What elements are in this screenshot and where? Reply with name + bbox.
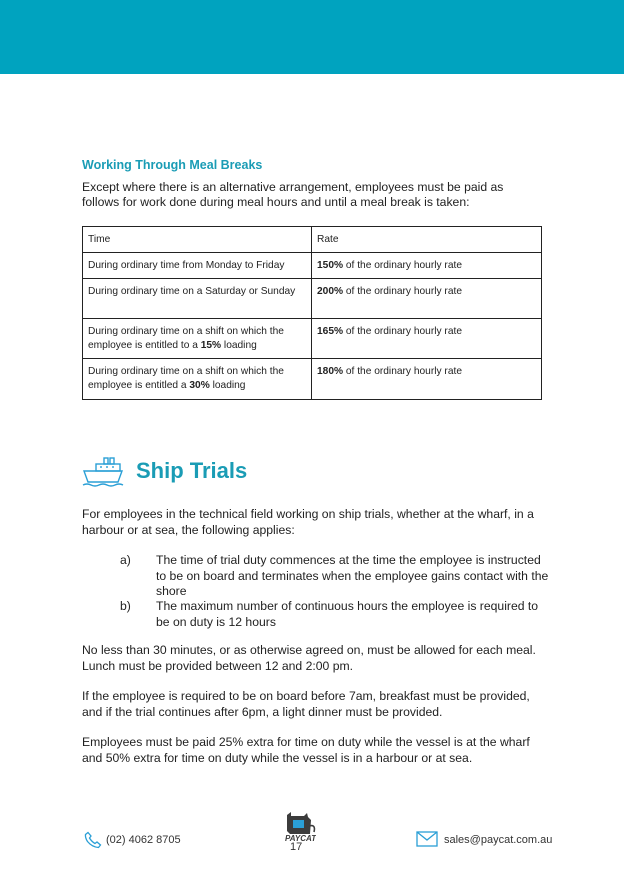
table-row (83, 253, 542, 279)
column-header-rate: Rate (312, 227, 542, 253)
ship-icon (82, 456, 124, 488)
table-row (83, 359, 542, 400)
rate-cell: 200% of the ordinary hourly rate (312, 279, 542, 319)
footer-phone (84, 831, 181, 852)
table-row (83, 279, 542, 319)
intro-paragraph: Except where there is an alternative arrangement, employees must be paid as follows for work done during meal hours and until a meal break is taken: (82, 180, 504, 209)
column-header-time: Time (83, 227, 312, 253)
ship-trials-title: Ship Trials (136, 458, 248, 483)
rate-cell: 150% of the ordinary hourly rate (312, 253, 542, 279)
meal-paragraph: No less than 30 minutes, or as otherwise agreed on, must be allowed for each meal. Lunch must be provided between 12 and 2:00 pm. (82, 643, 536, 673)
list-text: The time of trial duty commences at the time the employee is instructed to be on board and terminates when the employee gains contact with the shore (156, 553, 549, 598)
rate-cell: 180% of the ordinary hourly rate (312, 359, 542, 400)
paycat-logo (282, 812, 316, 844)
time-cell: During ordinary time on a shift on which the employee is entitled to a 15% loading (83, 319, 312, 359)
footer-email (416, 831, 553, 850)
breakfast-dinner-paragraph: If the employee is required to be on board before 7am, breakfast must be provided, and if the trial continues after 6pm, a light dinner must be provided. (82, 689, 530, 719)
ship-trials-intro: For employees in the technical field working on ship trials, whether at the wharf, in a harbour or at sea, the following applies: (82, 507, 534, 537)
time-cell: During ordinary time on a shift on which the employee is entitled a 30% loading (83, 359, 312, 400)
header-band (0, 0, 624, 74)
table-header-row (83, 227, 542, 253)
phone-icon (84, 831, 102, 849)
time-cell: During ordinary time on a Saturday or Sunday (83, 279, 312, 319)
rate-cell: 165% of the ordinary hourly rate (312, 319, 542, 359)
meal-break-rates-table (82, 226, 542, 400)
time-cell: During ordinary time from Monday to Friday (83, 253, 312, 279)
logo-text: PAYCAT (285, 834, 316, 843)
mail-icon (416, 831, 438, 847)
email-address: sales@paycat.com.au (444, 834, 553, 846)
extra-pay-paragraph: Employees must be paid 25% extra for time on duty while the vessel is at the wharf and 50% extra for time on duty while the vessel is in a harbour or at sea. (82, 735, 530, 765)
list-marker: b) (120, 599, 131, 613)
page-number: 17 (290, 841, 303, 853)
table-row (83, 319, 542, 359)
list-text: The maximum number of continuous hours the employee is required to be on duty is 12 hours (156, 599, 539, 629)
list-marker: a) (120, 553, 131, 567)
phone-number: (02) 4062 8705 (106, 834, 181, 846)
section-heading: Working Through Meal Breaks (82, 158, 263, 172)
